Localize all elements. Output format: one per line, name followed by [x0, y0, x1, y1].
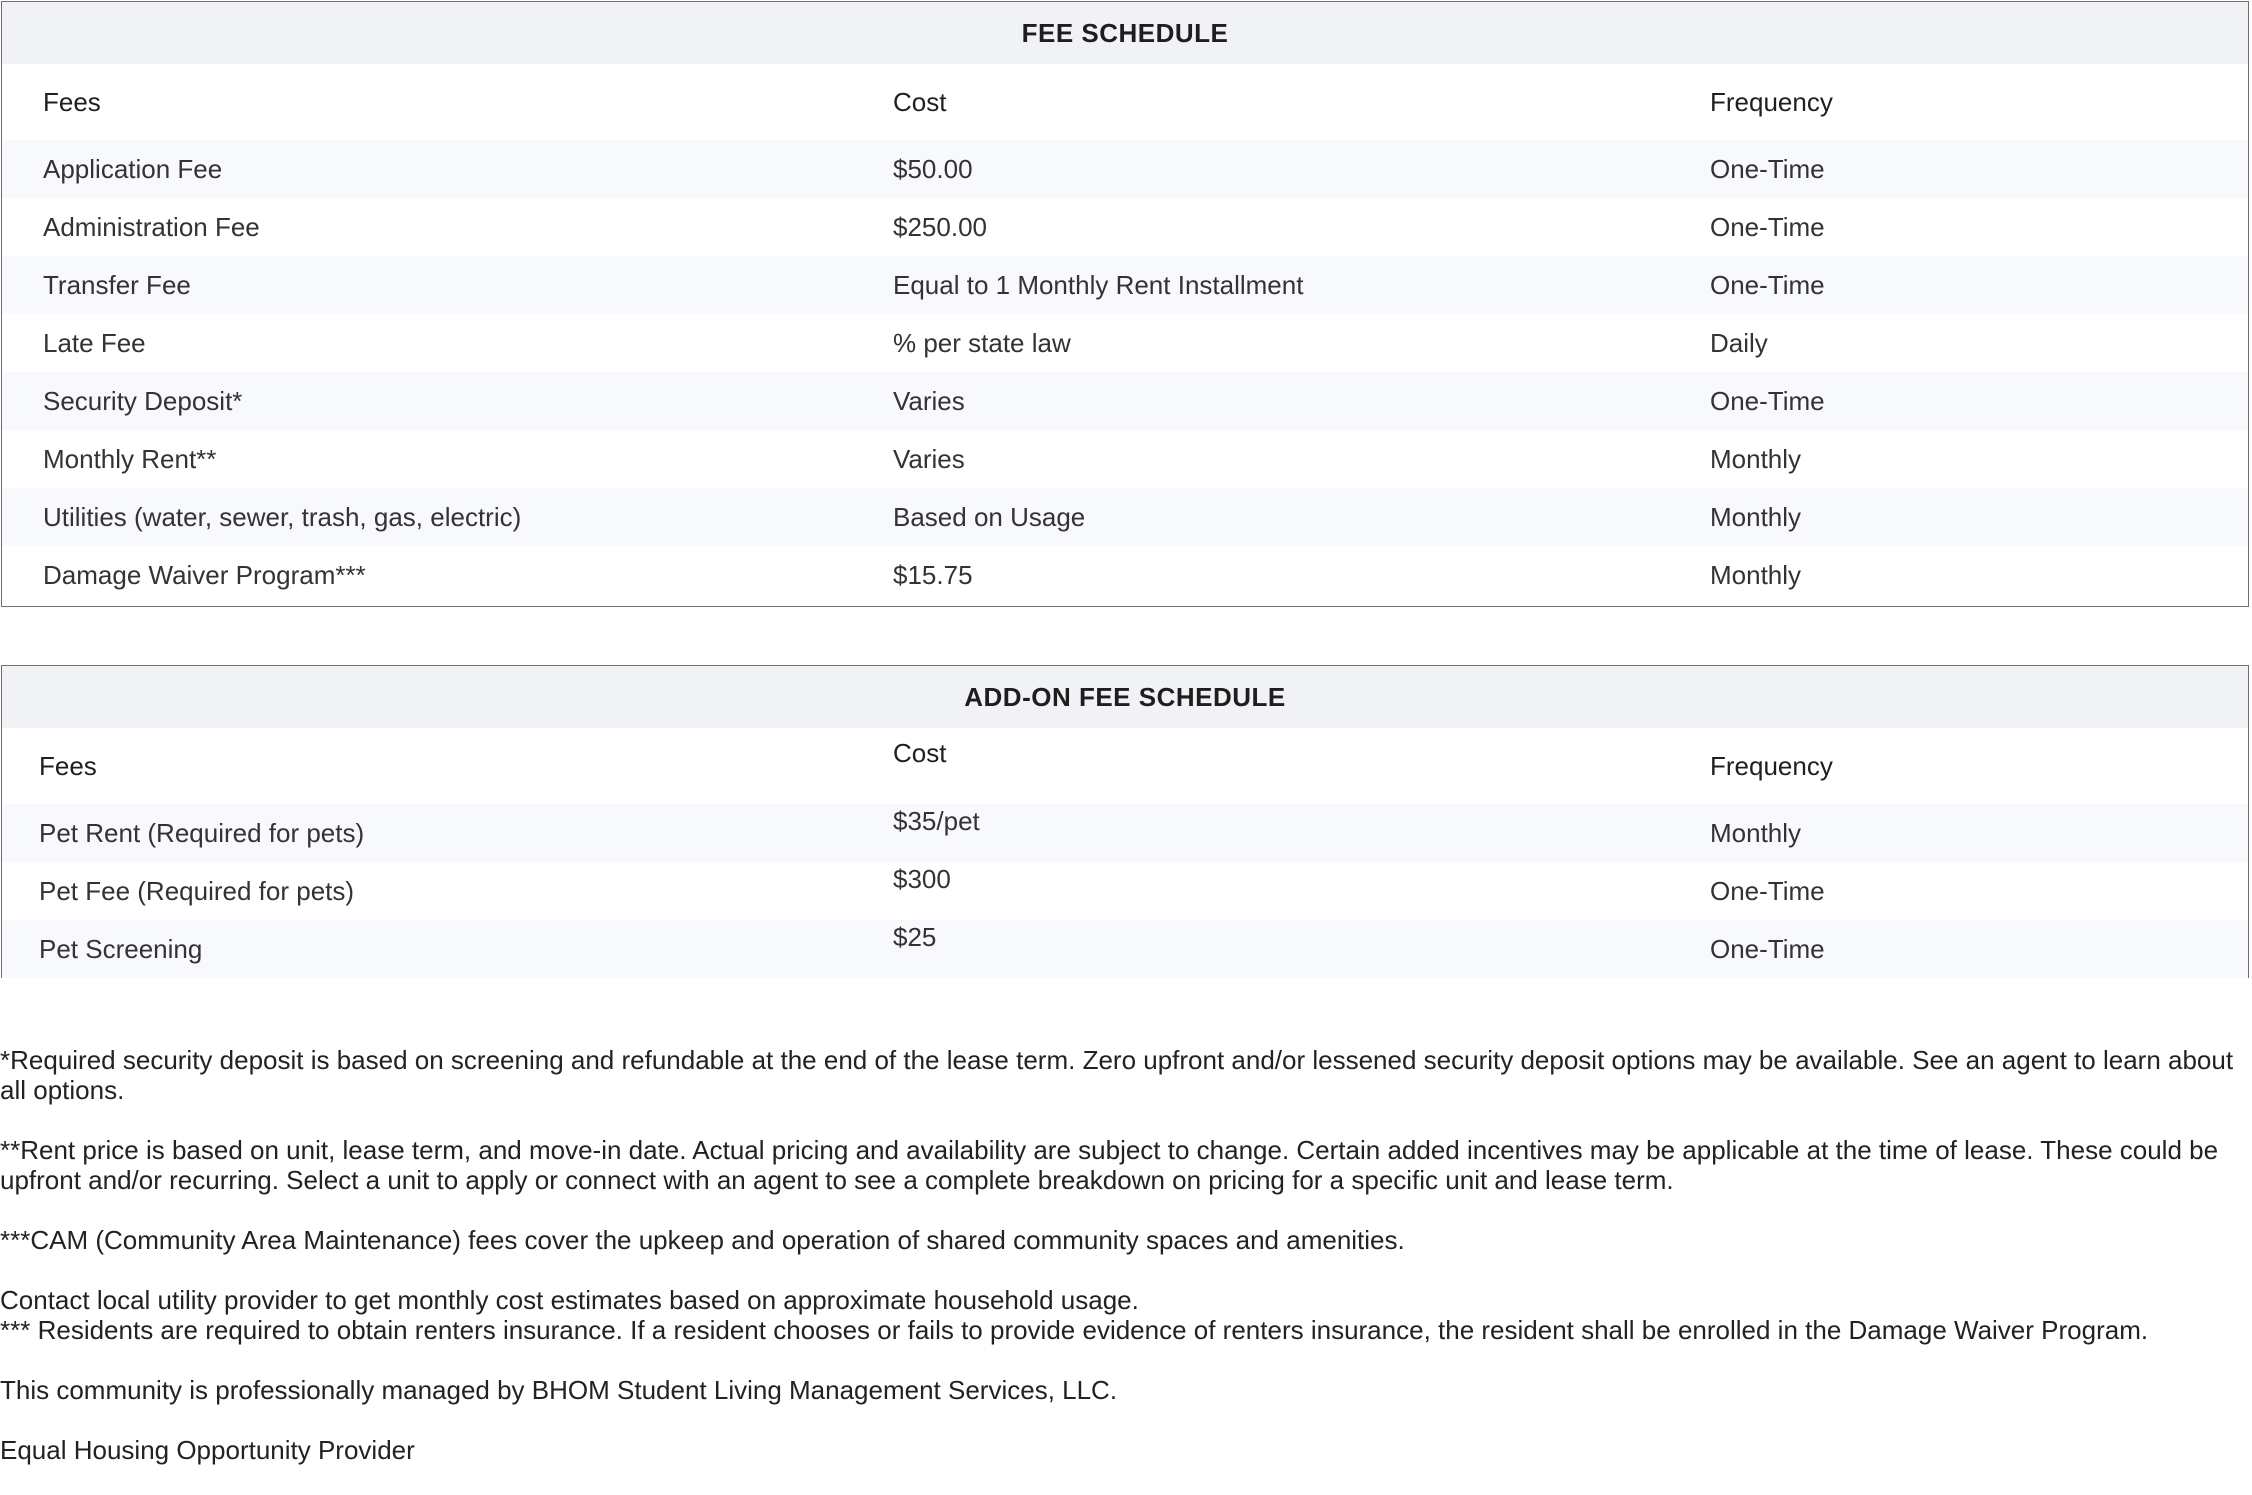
fee-cost: Varies: [893, 385, 965, 416]
equal-housing-note: Equal Housing Opportunity Provider: [0, 1435, 415, 1465]
fee-name: Late Fee: [43, 327, 146, 358]
fee-cost: $250.00: [893, 211, 987, 242]
fee-name: Security Deposit*: [43, 385, 243, 416]
fee-schedule-table: [1, 1, 2249, 607]
table-row: [2, 920, 2248, 978]
table-row: [2, 140, 2248, 198]
fee-frequency: Monthly: [1710, 559, 1802, 590]
fee-frequency: One-Time: [1710, 933, 1825, 964]
column-header-frequency: Frequency: [1710, 750, 1833, 781]
management-note: This community is professionally managed by BHOM Student Living Management Services, LLC.: [0, 1375, 1118, 1405]
cam-fees-note: ***CAM (Community Area Maintenance) fees cover the upkeep and operation of shared community spaces and amenities.: [0, 1225, 1405, 1255]
fee-cost: % per state law: [893, 327, 1071, 358]
fee-cost: $15.75: [893, 559, 973, 590]
fee-frequency: One-Time: [1710, 153, 1825, 184]
footnotes: [0, 1045, 2250, 1495]
table-row: [2, 862, 2248, 920]
table-row: [2, 198, 2248, 256]
table-row: [2, 488, 2248, 546]
fee-frequency: One-Time: [1710, 875, 1825, 906]
fee-frequency: Daily: [1710, 327, 1768, 358]
table-row: [2, 314, 2248, 372]
fee-name: Monthly Rent**: [43, 443, 217, 474]
fee-frequency: Monthly: [1710, 443, 1802, 474]
table-row: [2, 546, 2248, 604]
fee-cost: Equal to 1 Monthly Rent Installment: [893, 269, 1304, 300]
rent-price-note: **Rent price is based on unit, lease term, and move-in date. Actual pricing and availability are subject to change. Certain added incentives may be applicable at the time of lease. These could be upfront and/or recurring. Select a unit to apply or connect with an agent to see a complete breakdown on pricing for a specific unit and lease term.: [0, 1135, 2219, 1195]
security-deposit-note: *Required security deposit is based on screening and refundable at the end of the lease term. Zero upfront and/or lessened security deposit options may be available. See an agent to learn about all options.: [0, 1045, 2234, 1105]
fee-frequency: Monthly: [1710, 501, 1802, 532]
table-row: [2, 256, 2248, 314]
addon-fee-schedule-header-row: [2, 728, 2248, 804]
column-header-fees: Fees: [39, 750, 97, 781]
addon-fee-schedule-title: ADD-ON FEE SCHEDULE: [2, 666, 2248, 728]
utility-provider-note: Contact local utility provider to get monthly cost estimates based on approximate household usage.: [0, 1285, 1139, 1315]
column-header-cost: Cost: [893, 86, 947, 117]
fee-name: Damage Waiver Program***: [43, 559, 366, 590]
fee-name: Application Fee: [43, 153, 223, 184]
fee-cost: Based on Usage: [893, 501, 1086, 532]
fee-name: Pet Fee (Required for pets): [39, 875, 355, 906]
fee-cost: $25: [893, 922, 937, 952]
fee-frequency: One-Time: [1710, 269, 1825, 300]
renters-insurance-note: *** Residents are required to obtain renters insurance. If a resident chooses or fails to provide evidence of renters insurance, the resident shall be enrolled in the Damage Waiver Program.: [0, 1315, 2149, 1345]
fee-name: Pet Screening: [39, 933, 203, 964]
fee-schedule-header-row: [2, 64, 2248, 140]
column-header-fees: Fees: [43, 86, 101, 117]
fee-frequency: One-Time: [1710, 211, 1825, 242]
fee-cost: Varies: [893, 443, 965, 474]
addon-fee-schedule-table: [1, 665, 2249, 978]
fee-name: Pet Rent (Required for pets): [39, 817, 365, 848]
table-row: [2, 430, 2248, 488]
fee-cost: $300: [893, 864, 951, 894]
fee-frequency: Monthly: [1710, 817, 1802, 848]
fee-name: Administration Fee: [43, 211, 260, 242]
table-row: [2, 804, 2248, 862]
fee-frequency: One-Time: [1710, 385, 1825, 416]
fee-name: Utilities (water, sewer, trash, gas, electric): [43, 501, 522, 532]
table-row: [2, 372, 2248, 430]
column-header-cost: Cost: [893, 738, 947, 768]
fee-name: Transfer Fee: [43, 269, 191, 300]
fee-schedule-title: FEE SCHEDULE: [2, 2, 2248, 64]
fee-cost: $50.00: [893, 153, 973, 184]
fee-cost: $35/pet: [893, 806, 980, 836]
column-header-frequency: Frequency: [1710, 86, 1833, 117]
